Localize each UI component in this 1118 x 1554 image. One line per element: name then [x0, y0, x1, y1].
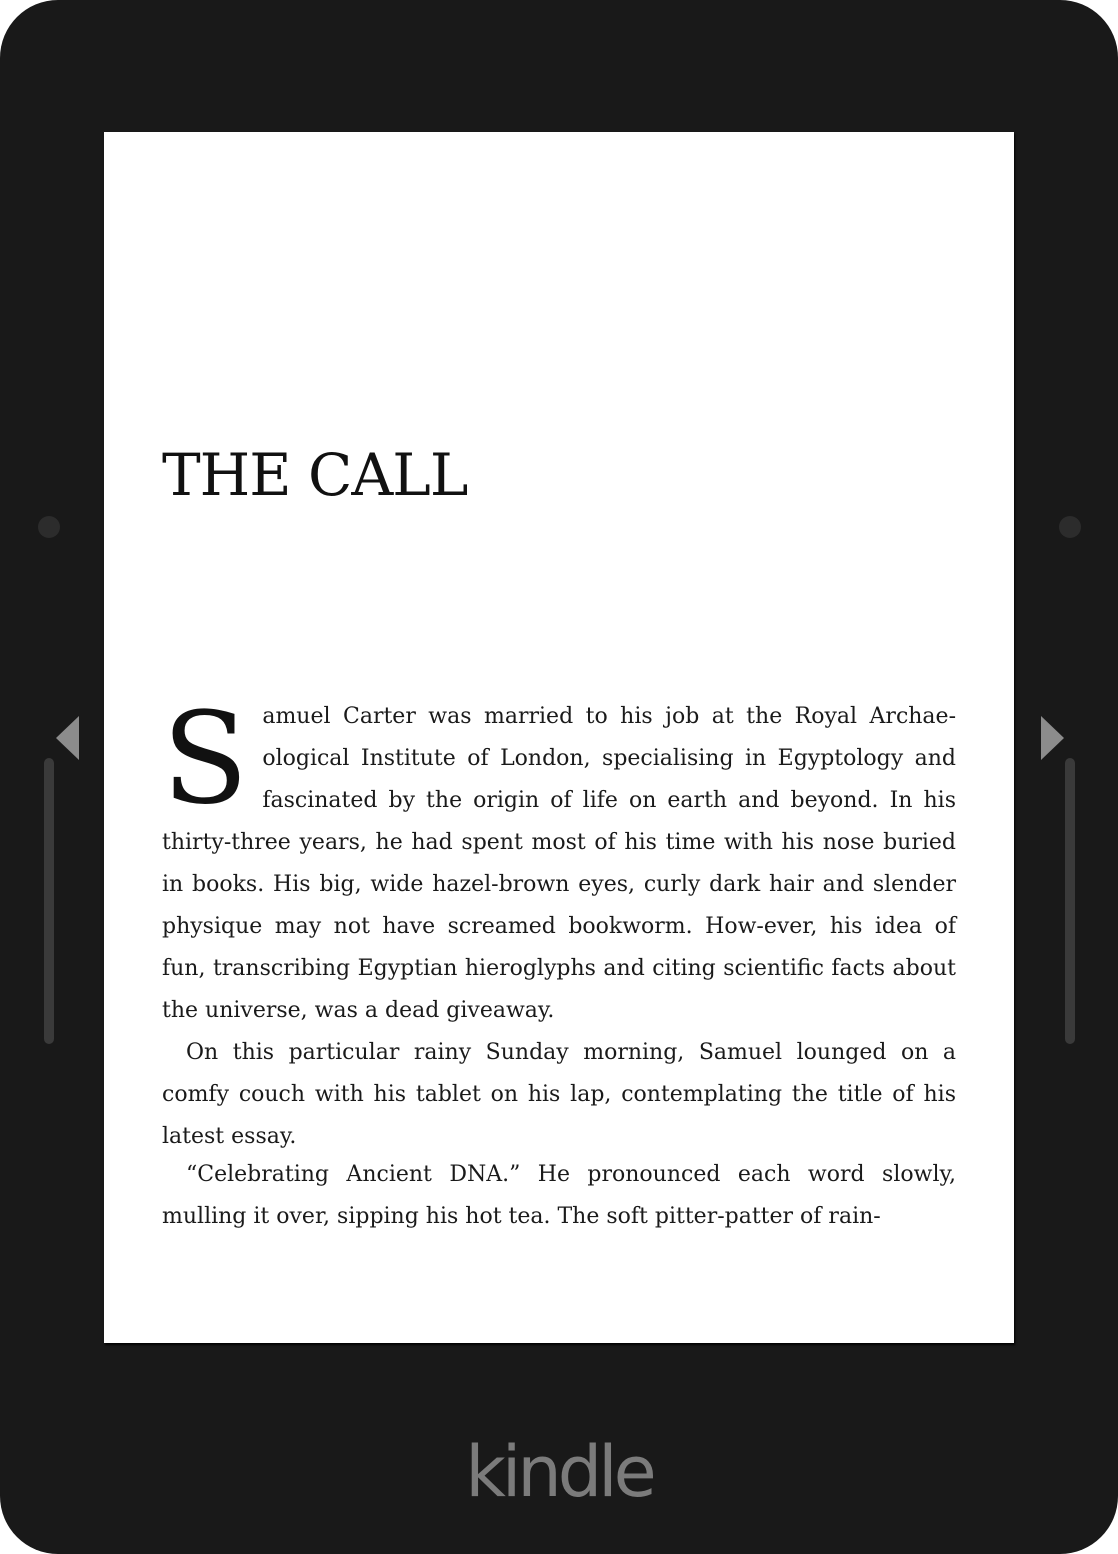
paragraph-3: “Celebrating Ancient DNA.” He pronounced each word slowly, mulling it over, sipping his hot tea. The soft pitter-patter of rain-: [162, 1162, 956, 1229]
paragraph-1-text: amuel Carter was married to his job at the Royal Archae-ological Institute of London, specialising in Egyptology and fascinated by the origin of life on earth and beyond. In his thirty-three years, he had spent most of his time with his nose buried in books. His big, wide hazel-brown eyes, curly dark hair and slender physique may not have screamed bookworm. How-ever, his idea of fun, transcribing Egyptian hieroglyphs and citing scientific facts about the universe, was a dead giveaway.: [162, 704, 956, 1023]
kindle-logo: kindle: [465, 1431, 653, 1513]
previous-page-arrow-icon[interactable]: [56, 716, 79, 760]
reading-screen[interactable]: [104, 132, 1014, 1343]
dropcap-letter: S: [162, 685, 249, 832]
right-sensor-dot: [1059, 516, 1081, 538]
previous-page-button[interactable]: [44, 758, 54, 1044]
paragraph-2: On this particular rainy Sunday morning, Samuel lounged on a comfy couch with his tablet on his lap, contemplating the title of his latest essay.: [162, 1040, 956, 1149]
paragraph-1: [162, 685, 956, 1032]
next-page-arrow-icon[interactable]: [1041, 716, 1064, 760]
book-page-text: [162, 685, 956, 1238]
left-sensor-dot: [38, 516, 60, 538]
chapter-title: THE CALL: [162, 441, 468, 509]
next-page-button[interactable]: [1065, 758, 1075, 1044]
